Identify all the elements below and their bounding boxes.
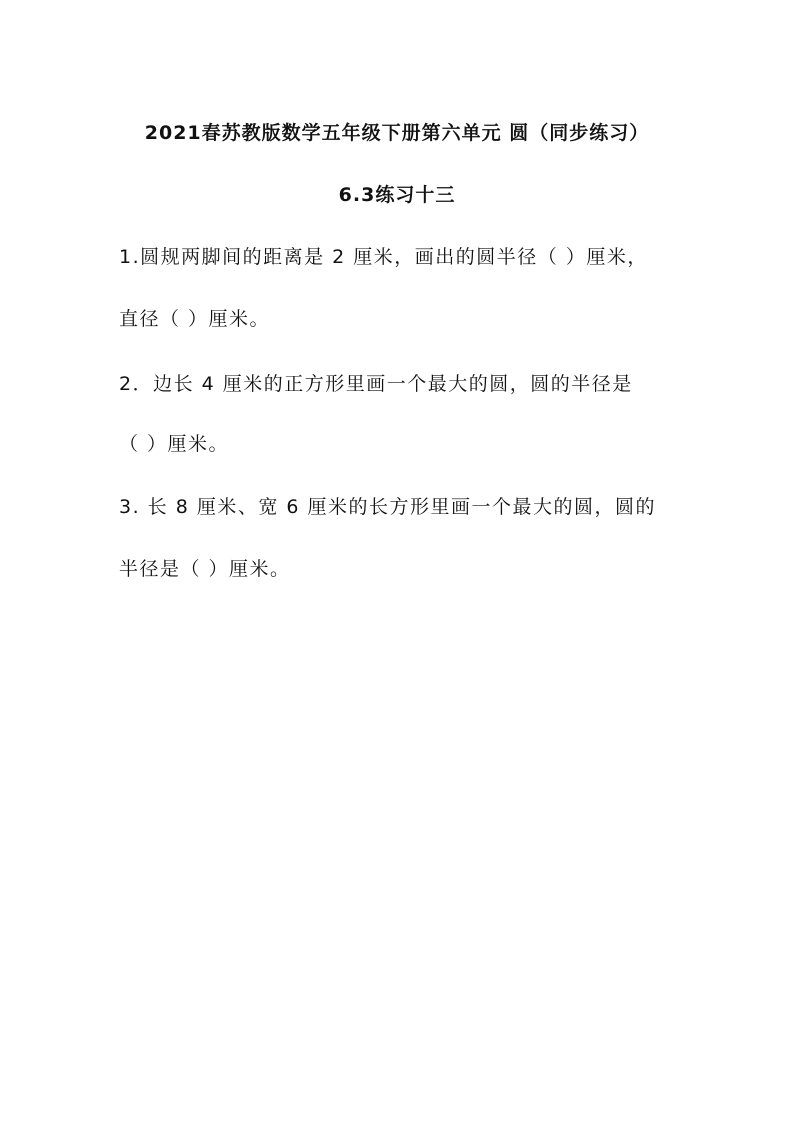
question-1-line-1: 1.圆规两脚间的距离是 2 厘米，画出的圆半径（ ）厘米， (119, 246, 648, 268)
question-3-line-2: 半径是（ ）厘米。 (119, 558, 291, 580)
question-2-line-1: 2．边长 4 厘米的正方形里画一个最大的圆，圆的半径是 (119, 373, 633, 395)
document-title: 2021春苏教版数学五年级下册第六单元 圆（同步练习） (144, 122, 650, 144)
question-1-line-2: 直径（ ）厘米。 (119, 308, 271, 330)
question-3-line-1: 3. 长 8 厘米、宽 6 厘米的长方形里画一个最大的圆，圆的 (119, 496, 657, 518)
question-2-line-2: （ ）厘米。 (119, 433, 230, 455)
document-subtitle: 6.3练习十三 (338, 184, 456, 206)
